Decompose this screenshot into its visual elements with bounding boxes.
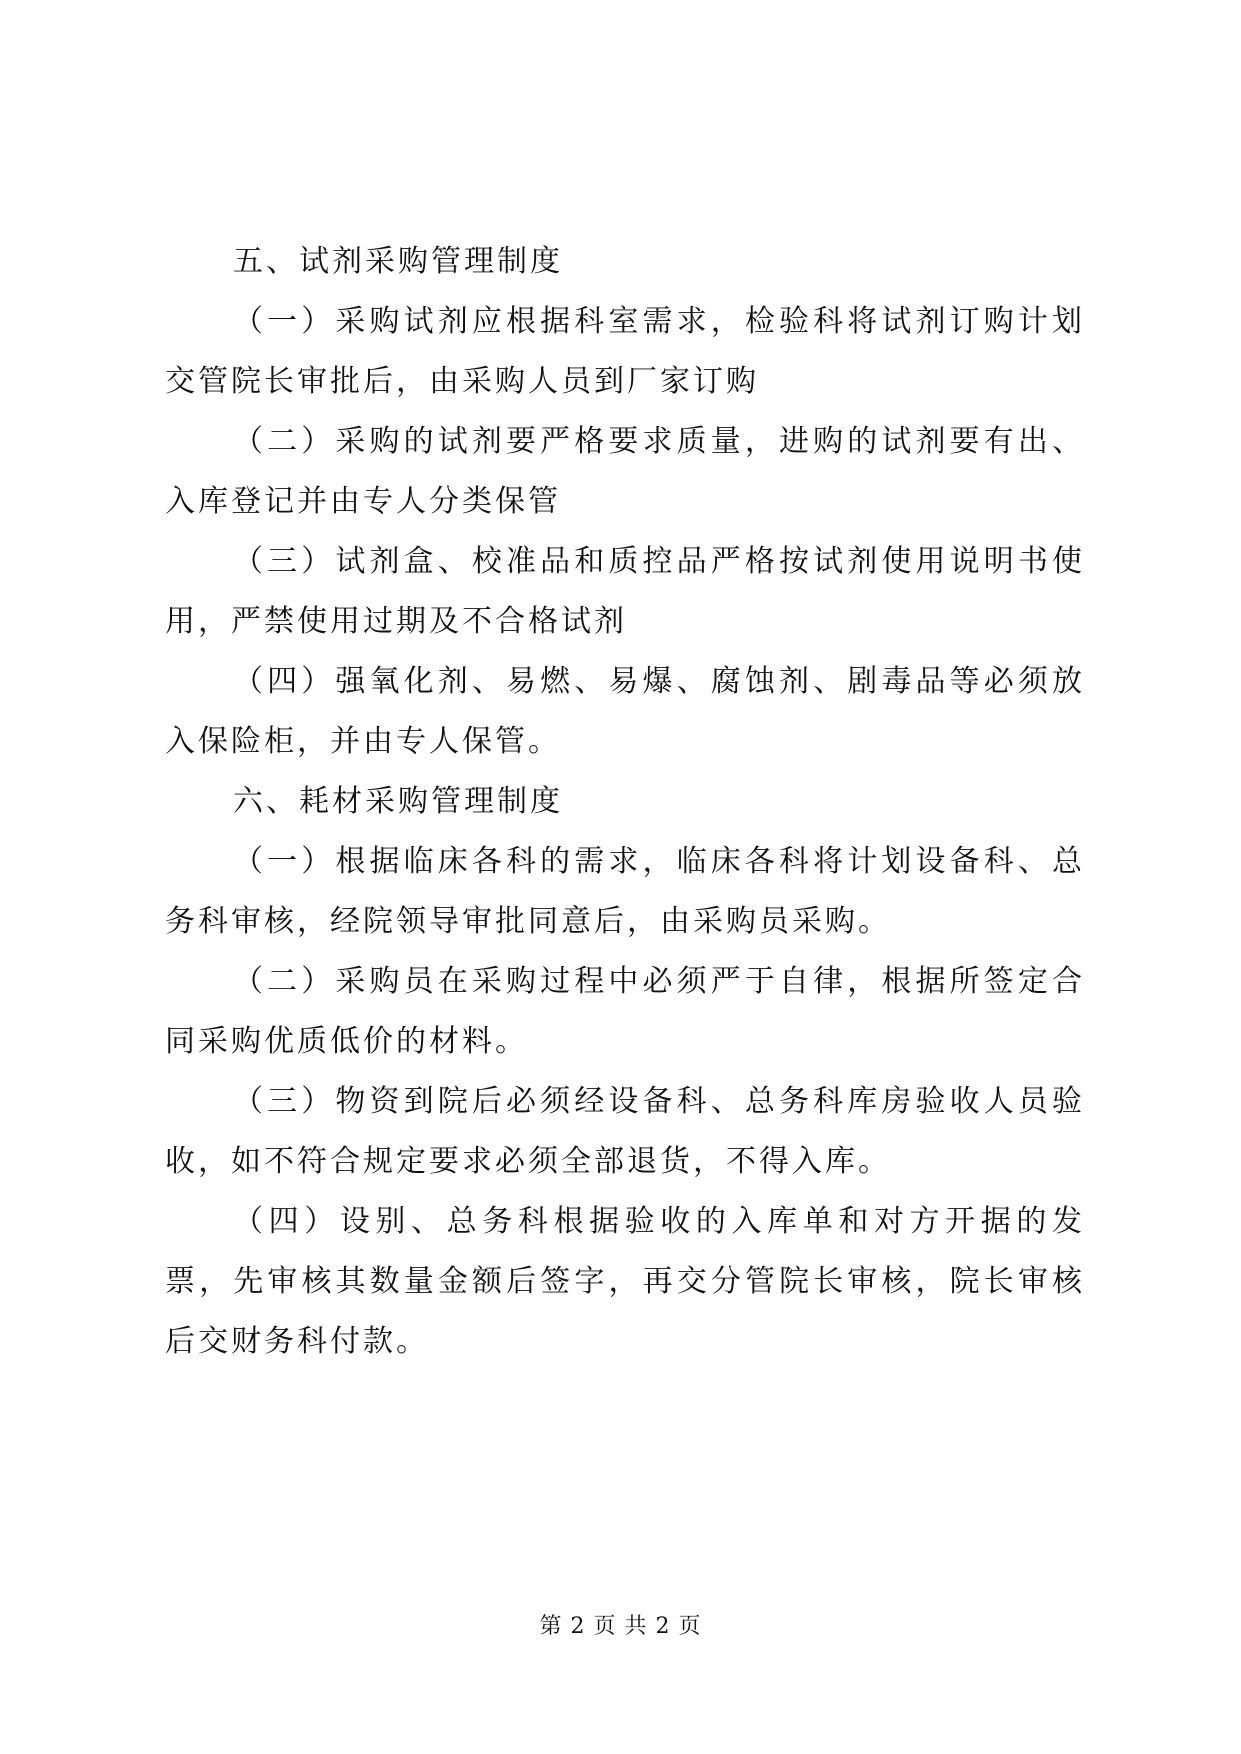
document-body — [165, 232, 1085, 1372]
consumables-paragraph-2: （二）采购员在采购过程中必须严于自律，根据所签定合同采购优质低价的材料。 — [165, 964, 1085, 1059]
page-footer: 第 2 页 共 2 页 — [539, 1614, 702, 1639]
reagent-paragraph-1: （一）采购试剂应根据科室需求，检验科将试剂订购计划交管院长审批后，由采购人员到厂家订购 — [165, 304, 1085, 399]
consumables-paragraph-3: （三）物资到院后必须经设备科、总务科库房验收人员验收，如不符合规定要求必须全部退货，不得入库。 — [165, 1084, 1085, 1179]
section-heading-consumables: 六、耗材采购管理制度 — [233, 784, 563, 819]
reagent-paragraph-4: （四）强氧化剂、易燃、易爆、腐蚀剂、剧毒品等必须放入保险柜，并由专人保管。 — [165, 664, 1085, 759]
consumables-paragraph-4: （四）设别、总务科根据验收的入库单和对方开据的发票，先审核其数量金额后签字，再交分管院长审核，院长审核后交财务科付款。 — [165, 1204, 1085, 1359]
section-heading-reagent: 五、试剂采购管理制度 — [233, 244, 563, 279]
reagent-paragraph-3: （三）试剂盒、校准品和质控品严格按试剂使用说明书使用，严禁使用过期及不合格试剂 — [165, 544, 1085, 639]
consumables-paragraph-1: （一）根据临床各科的需求，临床各科将计划设备科、总务科审核，经院领导审批同意后，由采购员采购。 — [165, 844, 1085, 939]
reagent-paragraph-2: （二）采购的试剂要严格要求质量，进购的试剂要有出、入库登记并由专人分类保管 — [165, 424, 1085, 519]
